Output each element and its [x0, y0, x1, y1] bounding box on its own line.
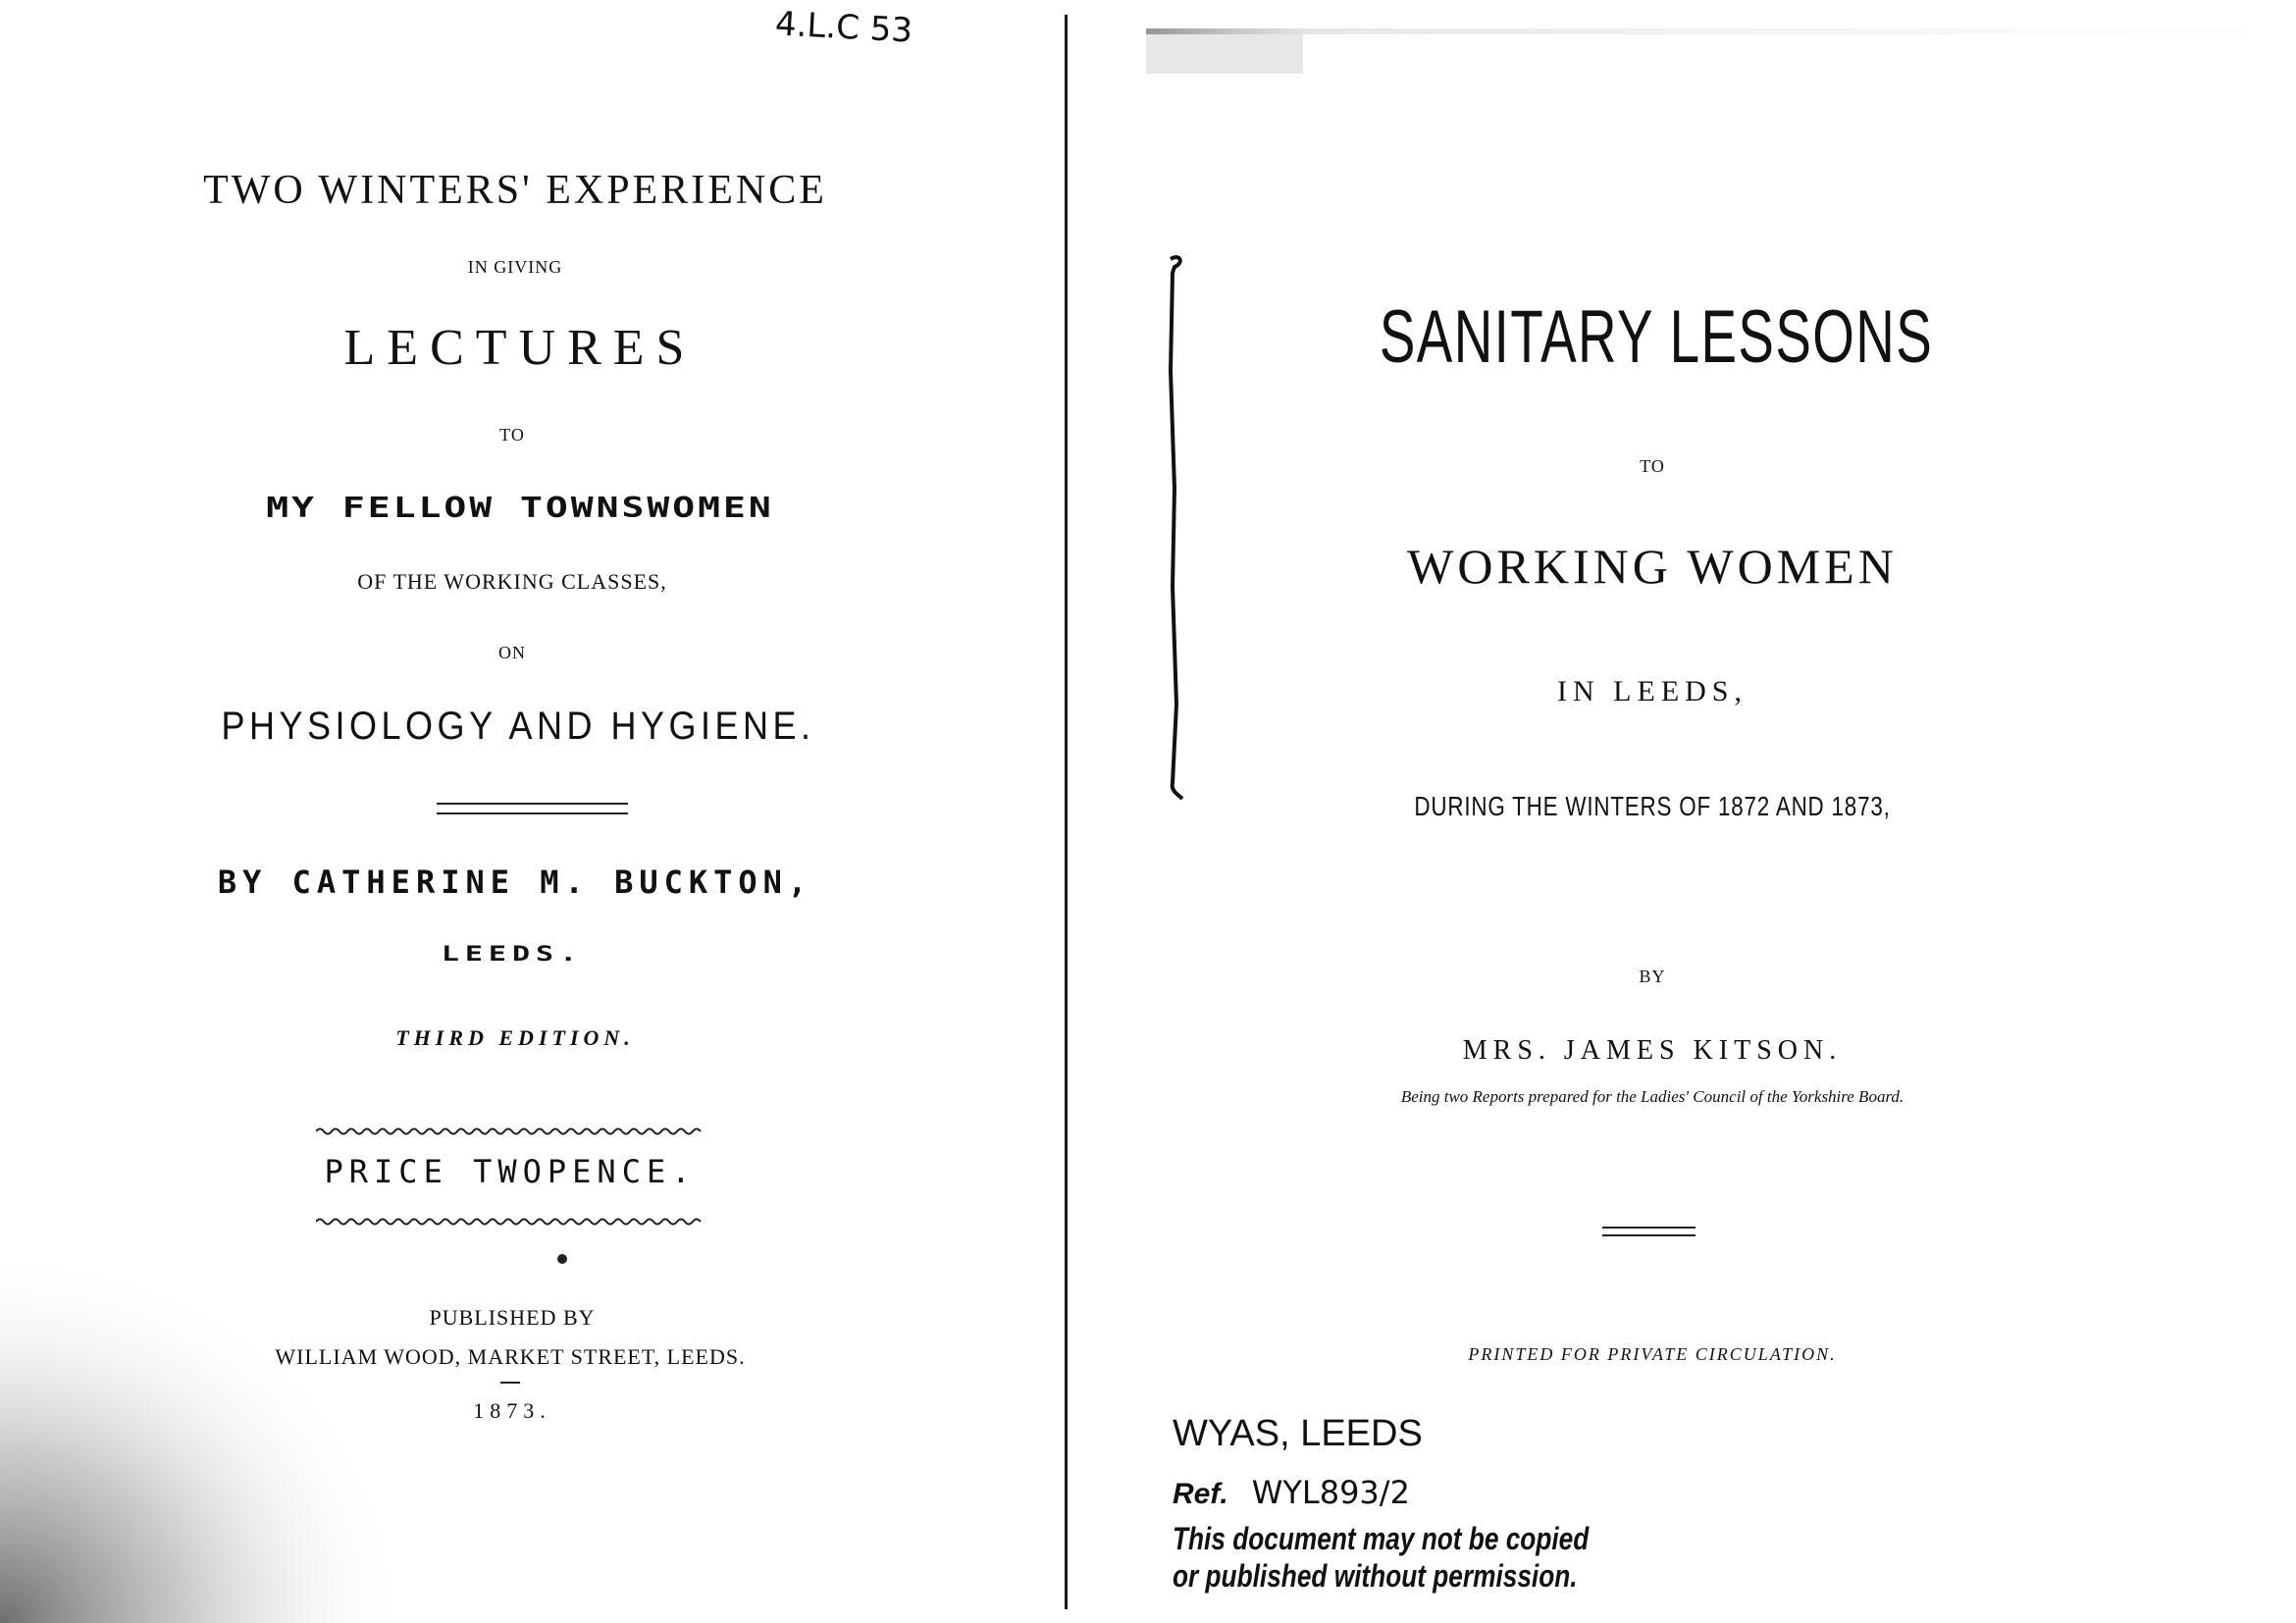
- in-giving-text: IN GIVING: [467, 257, 563, 277]
- right-author-line: MRS. JAMES KITSON.: [1462, 1035, 1843, 1066]
- publication-year: 1873.: [473, 1398, 551, 1423]
- scan-shadow: [0, 1246, 412, 1623]
- winters-text: DURING THE WINTERS OF 1872 AND 1873,: [1414, 791, 1891, 821]
- archive-notice-line-2: or published without permission.: [1173, 1558, 1578, 1594]
- archive-stamp-title: WYAS, LEEDS: [1173, 1413, 1423, 1454]
- margin-bracket: [1151, 253, 1190, 803]
- archive-stamp-ref: [1173, 1474, 1410, 1511]
- scan-speckle-top: [1146, 25, 2245, 83]
- short-rule: [500, 1382, 520, 1384]
- archive-ref-label: Ref.: [1173, 1478, 1228, 1510]
- report-note: Being two Reports prepared for the Ladies' Council of the Yorkshire Board.: [1400, 1087, 1905, 1106]
- edition-text: THIRD EDITION.: [395, 1025, 635, 1050]
- fellow-townswomen-heading: MY FELLOW TOWNSWOMEN: [266, 491, 774, 524]
- lectures-heading: LECTURES: [343, 320, 697, 376]
- right-by-text: BY: [1639, 967, 1666, 986]
- left-place: LEEDS.: [441, 942, 584, 967]
- printed-circulation-text: PRINTED FOR PRIVATE CIRCULATION.: [1468, 1344, 1837, 1364]
- handwritten-archive-note: 4.L.C 53: [774, 4, 913, 51]
- double-rule: [437, 803, 628, 814]
- left-title-page: [0, 0, 1068, 1623]
- left-author-line: BY CATHERINE M. BUCKTON,: [217, 864, 813, 901]
- to-text: TO: [499, 425, 525, 445]
- wavy-rule-bottom: [316, 1217, 704, 1227]
- right-title-page: [1068, 0, 2296, 1623]
- price-text: PRICE TWOPENCE.: [324, 1153, 697, 1190]
- in-leeds-text: IN LEEDS,: [1557, 675, 1748, 707]
- working-women-heading: WORKING WOMEN: [1407, 539, 1898, 594]
- ornament-dot: [557, 1254, 567, 1264]
- subject-heading: PHYSIOLOGY AND HYGIENE.: [221, 705, 815, 748]
- working-classes-text: OF THE WORKING CLASSES,: [357, 569, 667, 594]
- right-to-text: TO: [1640, 456, 1665, 476]
- published-by-text: PUBLISHED BY: [429, 1305, 596, 1330]
- on-text: ON: [498, 643, 526, 662]
- double-rule-right: [1602, 1227, 1696, 1236]
- archive-notice-line-1: This document may not be copied: [1173, 1521, 1590, 1556]
- publisher-text: WILLIAM WOOD, MARKET STREET, LEEDS.: [275, 1344, 746, 1369]
- right-book-title: SANITARY LESSONS: [1379, 295, 1934, 379]
- left-book-title: TWO WINTERS' EXPERIENCE: [203, 168, 827, 213]
- wavy-rule-top: [316, 1126, 704, 1136]
- archive-ref-value: WYL893/2: [1251, 1474, 1410, 1511]
